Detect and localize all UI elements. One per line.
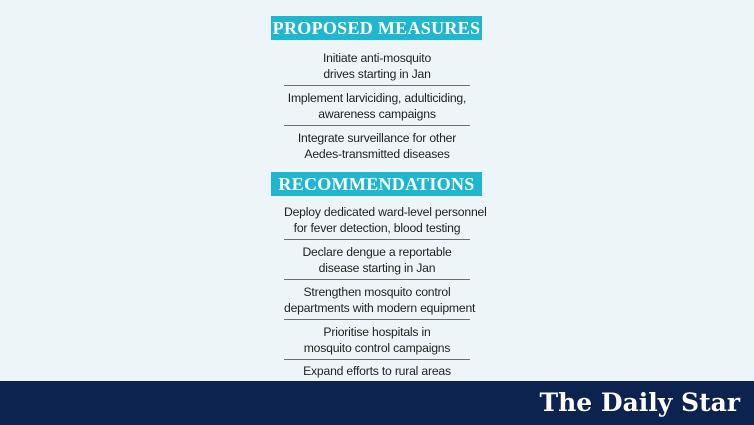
list-item <box>284 86 470 126</box>
list-item-line: Prioritise hospitals in <box>323 324 431 339</box>
footer-bar <box>0 381 754 425</box>
list-item-line: Initiate anti-mosquito <box>322 50 432 65</box>
list-item-line: awareness campaigns <box>318 106 436 121</box>
list-item-line: Aedes-transmitted diseases <box>304 147 450 161</box>
list-item-line: Deploy dedicated ward-level personnel <box>284 204 487 219</box>
recommendations-header: RECOMMENDATIONS <box>271 172 482 196</box>
list-item <box>284 280 476 320</box>
daily-star-logo: The Daily Star <box>539 388 740 417</box>
list-item <box>284 360 470 381</box>
list-item <box>284 46 470 86</box>
list-item-line: Integrate surveillance for other <box>297 131 457 145</box>
list-item-line: for fever detection, blood testing <box>293 220 461 235</box>
list-item-line: drives starting in Jan <box>323 66 431 81</box>
list-item <box>284 240 470 280</box>
list-item <box>284 200 487 240</box>
proposed-measures-header: PROPOSED MEASURES <box>271 16 482 40</box>
list-item-line: Expand efforts to rural areas <box>303 364 451 378</box>
list-item-line: departments with modern equipment <box>284 300 476 315</box>
list-item-line: Declare dengue a reportable <box>302 244 452 259</box>
list-item <box>284 320 470 360</box>
list-item <box>284 126 470 166</box>
proposed-measures-list <box>284 46 470 166</box>
list-item-line: Implement larviciding, adulticiding, <box>287 90 467 105</box>
list-item-line: mosquito control campaigns <box>303 340 451 355</box>
recommendations-list <box>284 200 487 381</box>
list-item-line: Strengthen mosquito control <box>303 284 451 299</box>
list-item-line: disease starting in Jan <box>318 260 436 275</box>
